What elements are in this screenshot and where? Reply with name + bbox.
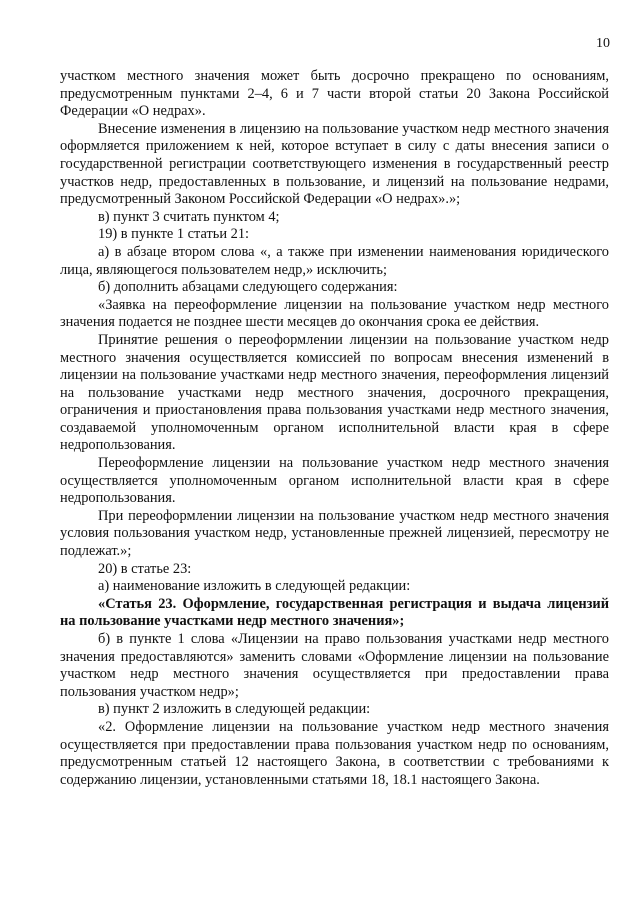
paragraph: «Статья 23. Оформление, государственная регистрация и выдача лицензий на пользование участками недр местного значения»; xyxy=(60,595,609,630)
paragraph: в) пункт 2 изложить в следующей редакции: xyxy=(98,701,371,718)
paragraph: б) дополнить абзацами следующего содержания: xyxy=(98,279,398,296)
paragraph: Переоформление лицензии на пользование участком недр местного значения осуществляется уполномоченным органом исполнительной власти края в сфере недропользования. xyxy=(60,455,609,507)
paragraph: 19) в пункте 1 статьи 21: xyxy=(98,226,250,243)
paragraph: Внесение изменения в лицензию на пользование участком недр местного значения оформляется приложением к ней, которое вступает в силу с даты внесения записи о государственной регистрации соответствующего изменения в государственный реестр участков недр, предоставленных в пользование, и лицензий на пользование недрами, предусмотренный Законом Российской Федерации «О недрах».»; xyxy=(60,120,609,208)
paragraph: б) в пункте 1 слова «Лицензии на право пользования участками недр местного значения предоставляются» заменить словами «Оформление лицензии на пользование участком недр местного значения осуществляется при предоставлении права пользования участком недр»; xyxy=(60,631,609,700)
paragraph: участком местного значения может быть досрочно прекращено по основаниям, предусмотренным пунктами 2–4, 6 и 7 части второй статьи 20 Закона Российской Федерации «О недрах». xyxy=(60,68,609,120)
paragraph: «2. Оформление лицензии на пользование участком недр местного значения осуществляется при предоставлении права пользования участком недр по основаниям, предусмотренным статьей 12 настоящего Закона, в соответствии с требованиями к содержанию лицензии, установленными статьями 18, 18.1 настоящего Закона. xyxy=(60,718,609,788)
body-text xyxy=(60,68,609,789)
paragraph: в) пункт 3 считать пунктом 4; xyxy=(98,208,280,225)
paragraph: а) наименование изложить в следующей редакции: xyxy=(98,578,411,595)
paragraph: а) в абзаце втором слова «, а также при изменении наименования юридического лица, являющегося пользователем недр,» исключить; xyxy=(60,243,609,278)
paragraph: «Заявка на переоформление лицензии на пользование участком недр местного значения подается не позднее шести месяцев до окончания срока ее действия. xyxy=(60,296,609,331)
page-number: 10 xyxy=(596,36,610,51)
paragraph: При переоформлении лицензии на пользование участком недр местного значения условия пользования участком недр, установленные прежней лицензией, пересмотру не подлежат.»; xyxy=(60,507,609,560)
paragraph: Принятие решения о переоформлении лицензии на пользование участком недр местного значения осуществляется комиссией по вопросам внесения изменений в лицензии на пользование участками недр местного значения, переоформления лицензий на пользование участками недр местного значения, досрочного прекращения, ограничения и приостановления права пользования участками недр местного значения, создаваемой уполномоченным органом исполнительной власти края в сфере недропользования. xyxy=(60,331,609,454)
paragraph: 20) в статье 23: xyxy=(98,560,192,577)
